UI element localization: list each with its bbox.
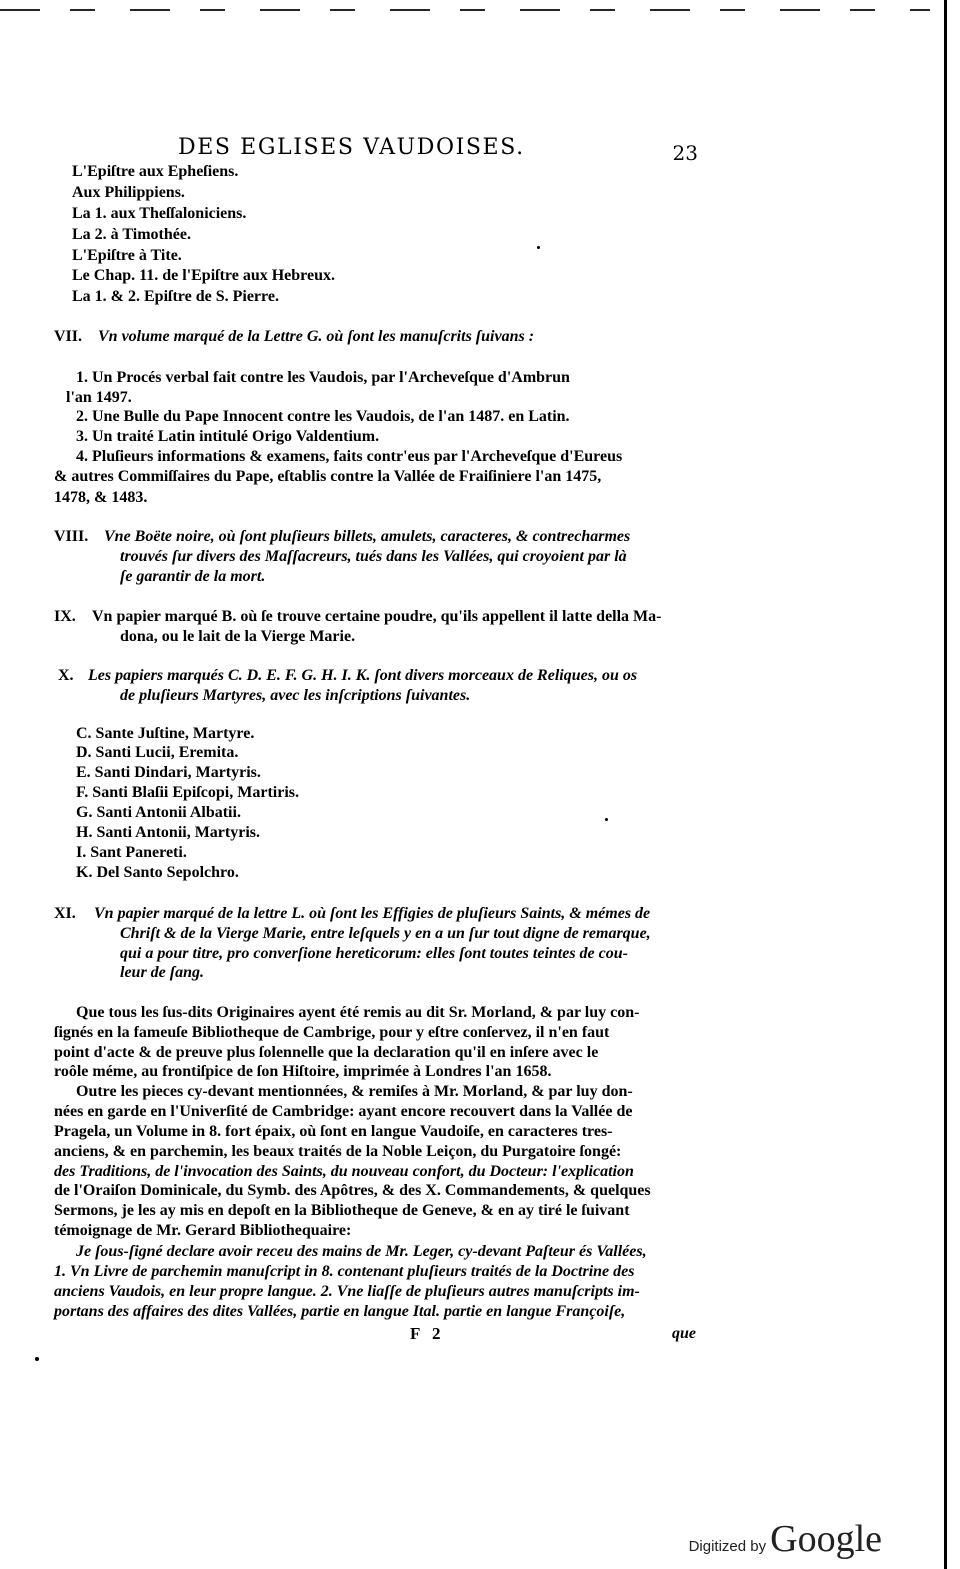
paragraph-line: 1. Un Procés verbal fait contre les Vaudois, par l'Archeveſque d'Ambrun xyxy=(76,369,570,386)
top-edge-rule xyxy=(0,9,930,11)
watermark xyxy=(688,1517,882,1560)
running-header xyxy=(178,135,698,163)
relic-item: E. Santi Dindari, Martyris. xyxy=(76,764,261,781)
relic-item: C. Sante Juſtine, Martyre. xyxy=(76,725,255,742)
paragraph-line: 3. Un traité Latin intitulé Origo Valdentium. xyxy=(76,428,380,445)
list-item: La 1. & 2. Epiſtre de S. Pierre. xyxy=(72,288,279,305)
section-number: VIII. xyxy=(54,528,89,545)
paragraph-line: l'an 1497. xyxy=(66,389,132,406)
page-number: 23 xyxy=(672,141,698,165)
paragraph-line: Outre les pieces cy-devant mentionnées, & remiſes à Mr. Morland, & par luy don- xyxy=(76,1083,633,1100)
relic-item: G. Santi Antonii Albatii. xyxy=(76,804,241,821)
paragraph-line: trouvés ſur divers des Maſſacreurs, tués dans les Vallées, qui croyoient par là xyxy=(120,548,627,565)
paragraph-line: Les papiers marqués C. D. E. F. G. H. I. K. ſont divers morceaux de Reliques, ou os xyxy=(88,667,638,684)
paragraph-line: témoignage de Mr. Gerard Bibliothequaire: xyxy=(54,1222,352,1239)
section-number: IX. xyxy=(54,608,76,625)
paragraph-line: anciens, & en parchemin, les beaux traités de la Noble Leiçon, du Purgatoire ſongé: xyxy=(54,1143,622,1160)
list-item: La 1. aux Theſſaloniciens. xyxy=(72,205,247,222)
relic-item: K. Del Santo Sepolchro. xyxy=(76,864,239,881)
paragraph-line: roôle méme, au frontiſpice de ſon Hiſtoire, imprimée à Londres l'an 1658. xyxy=(54,1063,552,1080)
paragraph-line: anciens Vaudois, en leur propre langue. 2. Vne liaſſe de pluſieurs autres manuſcripts im- xyxy=(54,1283,640,1300)
relic-item: D. Santi Lucii, Eremita. xyxy=(76,744,239,761)
paragraph-line: Pragela, un Volume in 8. fort épaix, où ſont en langue Vaudoiſe, en caracteres tres- xyxy=(54,1123,613,1140)
section-number: X. xyxy=(58,667,74,684)
signature-mark: F 2 xyxy=(410,1324,445,1343)
running-title: DES EGLISES VAUDOISES. xyxy=(178,135,525,160)
list-item: L'Epiſtre aux Epheſiens. xyxy=(72,163,239,180)
catchword: que xyxy=(672,1325,696,1342)
paragraph-line: dona, ou le lait de la Vierge Marie. xyxy=(120,628,356,645)
paragraph-line: de pluſieurs Martyres, avec les inſcriptions ſuivantes. xyxy=(120,687,471,704)
paragraph-line: leur de ſang. xyxy=(120,964,204,981)
paragraph-line: Vne Boëte noire, où ſont pluſieurs billets, amulets, caracteres, & contrecharmes xyxy=(104,528,631,545)
paragraph-line: point d'acte & de preuve plus ſolennelle que la declaration qu'il en inſere avec le xyxy=(54,1044,599,1061)
section-number: VII. xyxy=(54,328,83,345)
ink-speck xyxy=(605,818,608,821)
section-number: XI. xyxy=(54,905,76,922)
paragraph-line: ſignés en la fameuſe Bibliotheque de Cambrige, pour y eſtre conſervez, il n'en faut xyxy=(54,1024,610,1041)
watermark-prefix: Digitized by xyxy=(688,1538,767,1555)
paragraph-line: Je ſous-ſigné declare avoir receu des mains de Mr. Leger, cy-devant Paſteur és Vallées, xyxy=(76,1243,647,1260)
paragraph-line: Vn papier marqué B. où ſe trouve certaine poudre, qu'ils appellent il latte della Ma- xyxy=(92,608,662,625)
section-title: Vn volume marqué de la Lettre G. où ſont les manuſcrits ſuivans : xyxy=(98,328,535,345)
paragraph-line: Sermons, je les ay mis en depoſt en la Bibliotheque de Geneve, & en ay tiré le ſuivant xyxy=(54,1202,630,1219)
paragraph-line: Chriſt & de la Vierge Marie, entre leſquels y en a un ſur tout digne de remarque, xyxy=(120,925,651,942)
watermark-brand: Google xyxy=(770,1518,882,1560)
paragraph-line: nées en garde en l'Univerſité de Cambridge: ayant encore recouvert dans la Vallée de xyxy=(54,1103,633,1120)
page-spine-edge xyxy=(944,0,952,1569)
relic-item: F. Santi Blaſii Epiſcopi, Martiris. xyxy=(76,784,299,801)
paragraph-line: & autres Commiſſaires du Pape, eſtablis contre la Vallée de Fraiſiniere l'an 1475, xyxy=(54,468,602,485)
paragraph-line: 2. Une Bulle du Pape Innocent contre les Vaudois, de l'an 1487. en Latin. xyxy=(76,408,570,425)
paragraph-line: ſe garantir de la mort. xyxy=(120,568,266,585)
paragraph-line: de l'Oraiſon Dominicale, du Symb. des Apôtres, & des X. Commandements, & quelques xyxy=(54,1182,651,1199)
paragraph-line: qui a pour titre, pro converſione hereticorum: elles ſont toutes teintes de cou- xyxy=(120,945,628,962)
paragraph-line: 1478, & 1483. xyxy=(54,489,148,506)
paragraph-line: portans des affaires des dites Vallées, partie en langue Ital. partie en langue Françoiſe, xyxy=(54,1303,626,1320)
relic-item: H. Santi Antonii, Martyris. xyxy=(76,824,261,841)
list-item: Le Chap. 11. de l'Epiſtre aux Hebreux. xyxy=(72,267,335,284)
relic-item: I. Sant Panereti. xyxy=(76,844,187,861)
list-item: La 2. à Timothée. xyxy=(72,226,191,243)
list-item: Aux Philippiens. xyxy=(72,184,185,201)
paragraph-line: des Traditions, de l'invocation des Saints, du nouveau confort, du Docteur: l'explication xyxy=(54,1163,634,1180)
paragraph-line: Que tous les ſus-dits Originaires ayent été remis au dit Sr. Morland, & par luy con- xyxy=(76,1004,640,1021)
list-item: L'Epiſtre à Tite. xyxy=(72,247,182,264)
ink-speck xyxy=(537,246,540,249)
ink-speck xyxy=(35,1357,39,1361)
paragraph-line: 4. Pluſieurs informations & examens, faits contr'eus par l'Archeveſque d'Eureus xyxy=(76,448,623,465)
paragraph-line: Vn papier marqué de la lettre L. où ſont les Effigies de pluſieurs Saints, & mémes de xyxy=(94,905,651,922)
paragraph-line: 1. Vn Livre de parchemin manuſcript in 8. contenant pluſieurs traités de la Doctrine des xyxy=(54,1263,635,1280)
